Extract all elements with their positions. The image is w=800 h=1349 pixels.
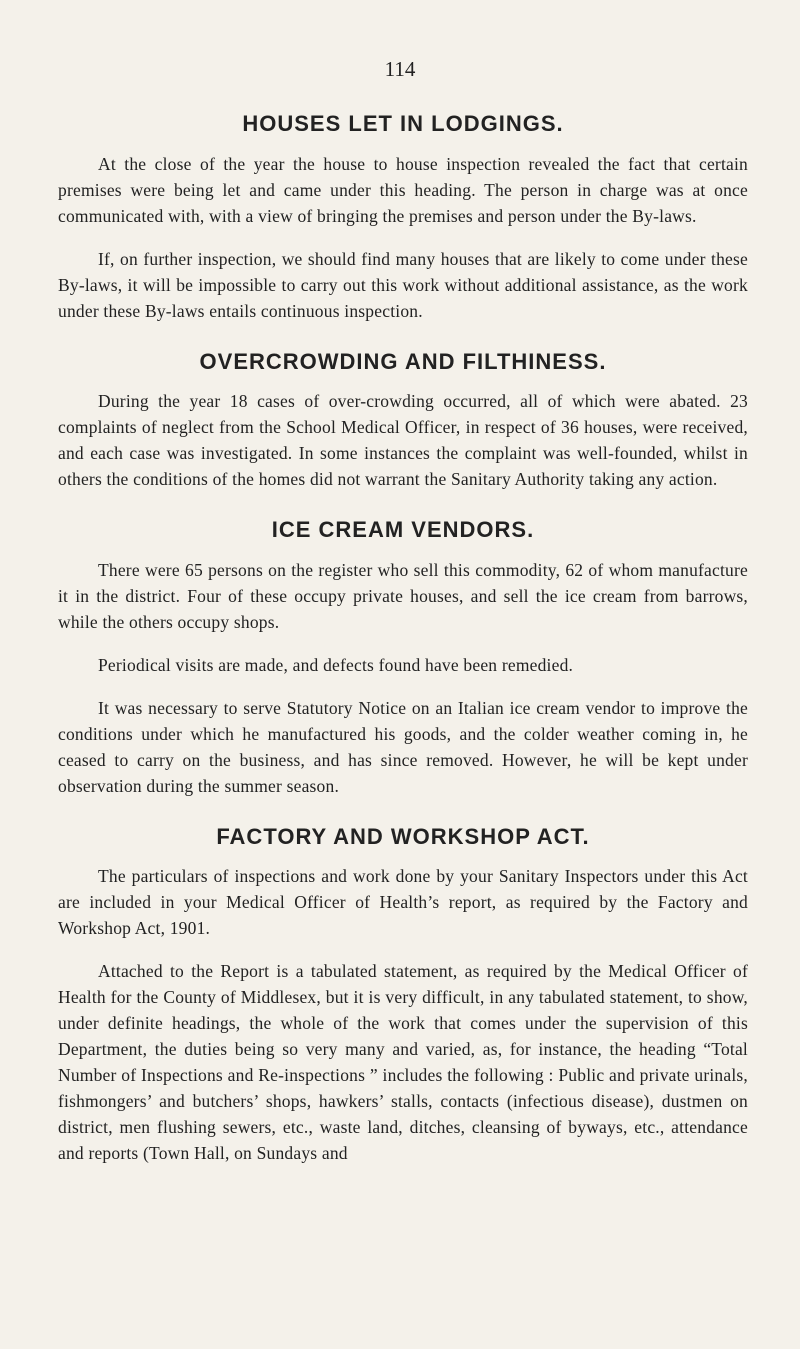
section-heading: OVERCROWDING AND FILTHINESS. (199, 348, 607, 374)
section-overcrowding-and-filthiness (58, 348, 748, 493)
section-heading: FACTORY AND WORKSHOP ACT. (216, 823, 590, 849)
paragraph: It was necessary to serve Statutory Notice on an Italian ice cream vendor to improve the conditions under which he manufactured his goods, and the colder weather coming in, he ceased to carry on the business, and has since removed. However, he will be kept under observation during the summer season. (58, 697, 748, 796)
section-heading: ICE CREAM VENDORS. (271, 517, 535, 543)
page-number: 114 (384, 57, 416, 81)
section-factory-and-workshop-act (58, 823, 748, 1167)
paragraph: Attached to the Report is a tabulated statement, as required by the Medical Officer of Health for the County of Middlesex, but it is very difficult, in any tabulated statement, to show, under definite headings, the whole of the work that comes under the supervision of this Department, the duties being so very many and varied, as, for instance, the heading “Total Number of Inspections and Re-inspections ” includes the following : Public and private urinals, fishmongers’ and butchers’ shops, hawkers’ stalls, contacts (infectious disease), dustmen on district, men flushing sewers, etc., waste land, ditches, cleansing of byways, etc., attendance and reports (Town Hall, on Sundays and (58, 961, 748, 1164)
paragraph: Periodical visits are made, and defects found have been remedied. (98, 654, 574, 675)
paragraph: During the year 18 cases of over-crowding occurred, all of which were abated. 23 complaints of neglect from the School Medical Officer, in respect of 36 houses, were received, and each case was investigated. In some instances the complaint was well-founded, whilst in others the conditions of the homes did not warrant the Sanitary Authority taking any action. (58, 391, 748, 490)
paragraph: There were 65 persons on the register who sell this commodity, 62 of whom manufacture it in the district. Four of these occupy private houses, and sell the ice cream from barrows, while the others occupy shops. (58, 559, 748, 632)
paragraph: The particulars of inspections and work done by your Sanitary Inspectors under this Act are included in your Medical Officer of Health’s report, as required by the Factory and Workshop Act, 1901. (58, 866, 748, 939)
paragraph: If, on further inspection, we should find many houses that are likely to come under these By-laws, it will be impossible to carry out this work without additional assistance, as the work under these By-laws entails continuous inspection. (58, 248, 748, 321)
section-houses-let-in-lodgings (58, 110, 748, 324)
section-heading: HOUSES LET IN LODGINGS. (242, 111, 564, 136)
page-content (58, 110, 748, 1190)
section-ice-cream-vendors (58, 516, 748, 799)
paragraph: At the close of the year the house to house inspection revealed the fact that certain premises were being let and came under this heading. The person in charge was at once communicated with, with a view of bringing the premises and person under the By-laws. (58, 153, 748, 226)
